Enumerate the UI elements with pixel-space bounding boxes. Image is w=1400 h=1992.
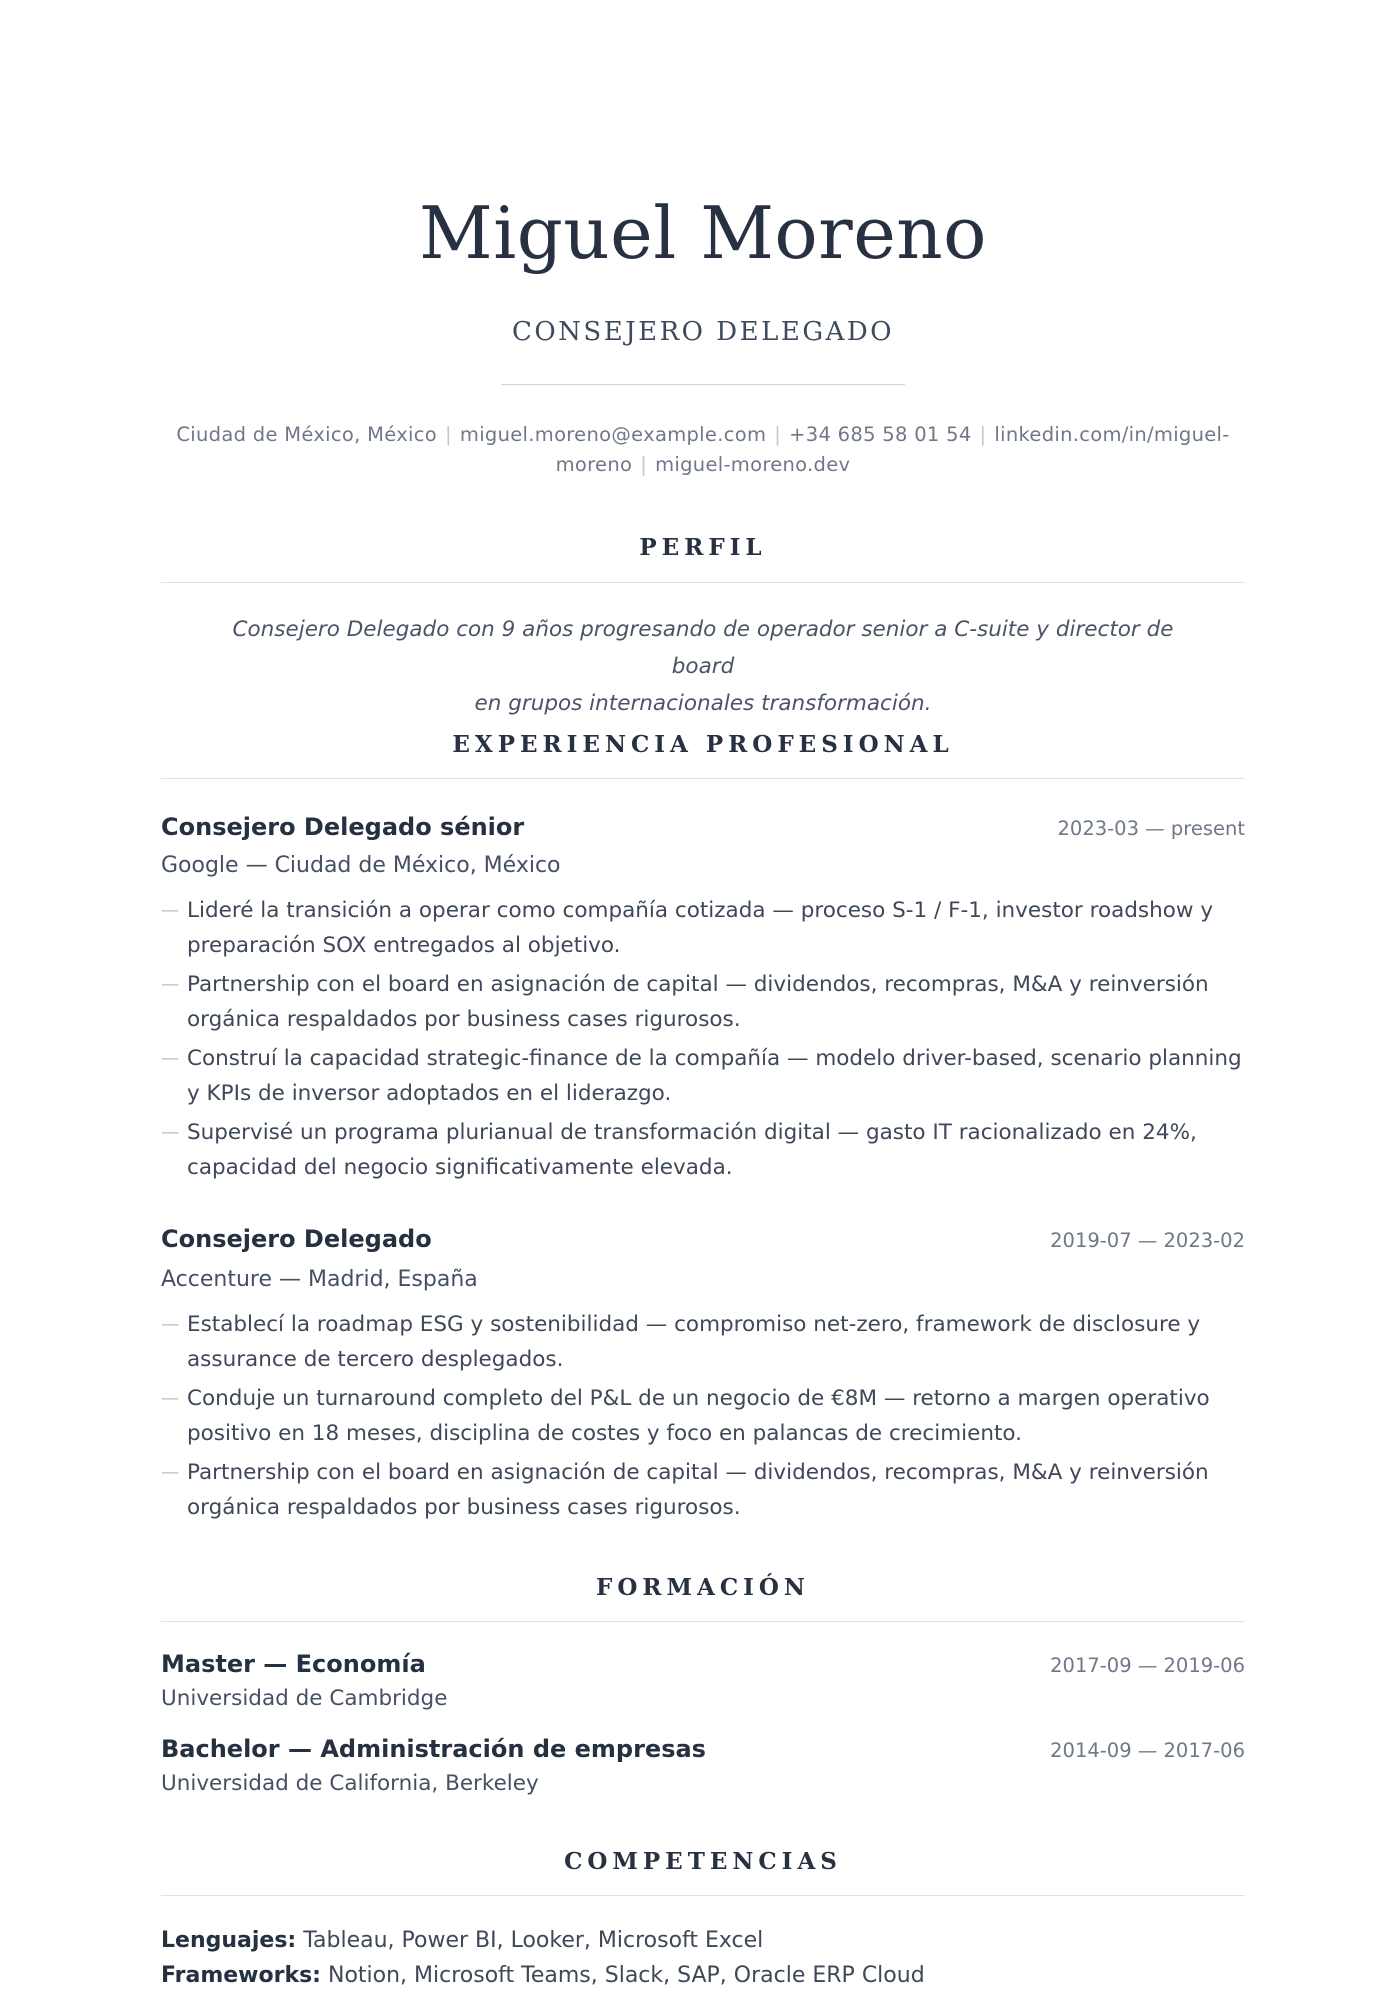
candidate-name: Miguel Moreno <box>418 191 988 275</box>
job-organization: Accenture — Madrid, España <box>161 1267 478 1292</box>
skill-label: Lenguajes: <box>161 1928 297 1953</box>
achievement-item: — Establecí la roadmap ESG y sostenibilidad — compromiso net-zero, framework de disclosure y assurance de tercero desplegados. <box>161 1307 1245 1377</box>
achievement-item: — Partnership con el board en asignación de capital — dividendos, recompras, M&A y reinversión orgánica respaldados por business cases rigurosos. <box>161 1455 1245 1525</box>
contact-separator: | <box>640 453 648 476</box>
contact-website[interactable]: miguel-moreno.dev <box>655 453 851 476</box>
education-degree: Bachelor — Administración de empresas <box>161 1735 706 1763</box>
section-heading-skills: COMPETENCIAS <box>564 1848 842 1875</box>
contact-linkedin-continued[interactable]: moreno <box>555 453 633 476</box>
job-achievements <box>161 1307 1245 1529</box>
job-achievements <box>161 893 1245 1189</box>
education-degree: Master — Economía <box>161 1650 426 1678</box>
candidate-title: CONSEJERO DELEGADO <box>511 317 895 347</box>
achievement-item: — Lideré la transición a operar como compañía cotizada — proceso S-1 / F-1, investor roadshow y preparación SOX entregados al objetivo. <box>161 893 1245 963</box>
achievement-item: — Construí la capacidad strategic-finance de la compañía — modelo driver-based, scenario planning y KPIs de inversor adoptados en el liderazgo. <box>161 1041 1245 1111</box>
education-school: Universidad de California, Berkeley <box>161 1771 539 1796</box>
header-divider <box>501 384 905 385</box>
achievement-item: — Conduje un turnaround completo del P&L de un negocio de €8M — retorno a margen operativo positivo en 18 meses, disciplina de costes y foco en palancas de crecimiento. <box>161 1381 1245 1451</box>
job-organization: Google — Ciudad de México, México <box>161 853 561 878</box>
contact-info <box>161 420 1245 480</box>
education-dates: 2014-09 — 2017-06 <box>1050 1739 1245 1762</box>
contact-phone[interactable]: +34 685 58 01 54 <box>789 423 972 446</box>
skill-row <box>161 1960 925 1992</box>
section-heading-education: FORMACIÓN <box>596 1574 810 1601</box>
section-divider <box>161 1621 1245 1622</box>
profile-summary-line: en grupos internacionales transformación. <box>474 691 932 716</box>
contact-separator: | <box>774 423 782 446</box>
section-divider <box>161 1895 1245 1896</box>
profile-summary-line: Consejero Delegado con 9 años progresando de operador senior a C-suite y director de board <box>232 617 1174 679</box>
skill-row <box>161 1925 763 1957</box>
job-dates: 2019-07 — 2023-02 <box>1050 1229 1245 1252</box>
achievement-item: — Supervisé un programa plurianual de transformación digital — gasto IT racionalizado en 24%, capacidad del negocio significativamente elevada. <box>161 1115 1245 1185</box>
skill-value: Tableau, Power BI, Looker, Microsoft Excel <box>303 1928 764 1953</box>
skill-value: Notion, Microsoft Teams, Slack, SAP, Oracle ERP Cloud <box>327 1963 925 1988</box>
contact-email[interactable]: miguel.moreno@example.com <box>459 423 767 446</box>
job-title: Consejero Delegado <box>161 1225 432 1253</box>
achievement-item: — Partnership con el board en asignación de capital — dividendos, recompras, M&A y reinversión orgánica respaldados por business cases rigurosos. <box>161 967 1245 1037</box>
section-divider <box>161 778 1245 779</box>
resume-page <box>161 0 1245 1988</box>
education-school: Universidad de Cambridge <box>161 1686 448 1711</box>
section-divider <box>161 582 1245 583</box>
education-dates: 2017-09 — 2019-06 <box>1050 1654 1245 1677</box>
skill-label: Frameworks: <box>161 1963 321 1988</box>
section-heading-profile: PERFIL <box>639 534 767 561</box>
section-heading-experience: EXPERIENCIA PROFESIONAL <box>452 731 954 758</box>
contact-separator: | <box>979 423 987 446</box>
contact-separator: | <box>445 423 452 446</box>
profile-summary <box>201 611 1205 722</box>
contact-location: Ciudad de México, México <box>176 423 438 446</box>
job-dates: 2023-03 — present <box>1057 817 1245 840</box>
contact-linkedin[interactable]: linkedin.com/in/miguel- <box>994 423 1230 446</box>
job-title: Consejero Delegado sénior <box>161 813 525 841</box>
